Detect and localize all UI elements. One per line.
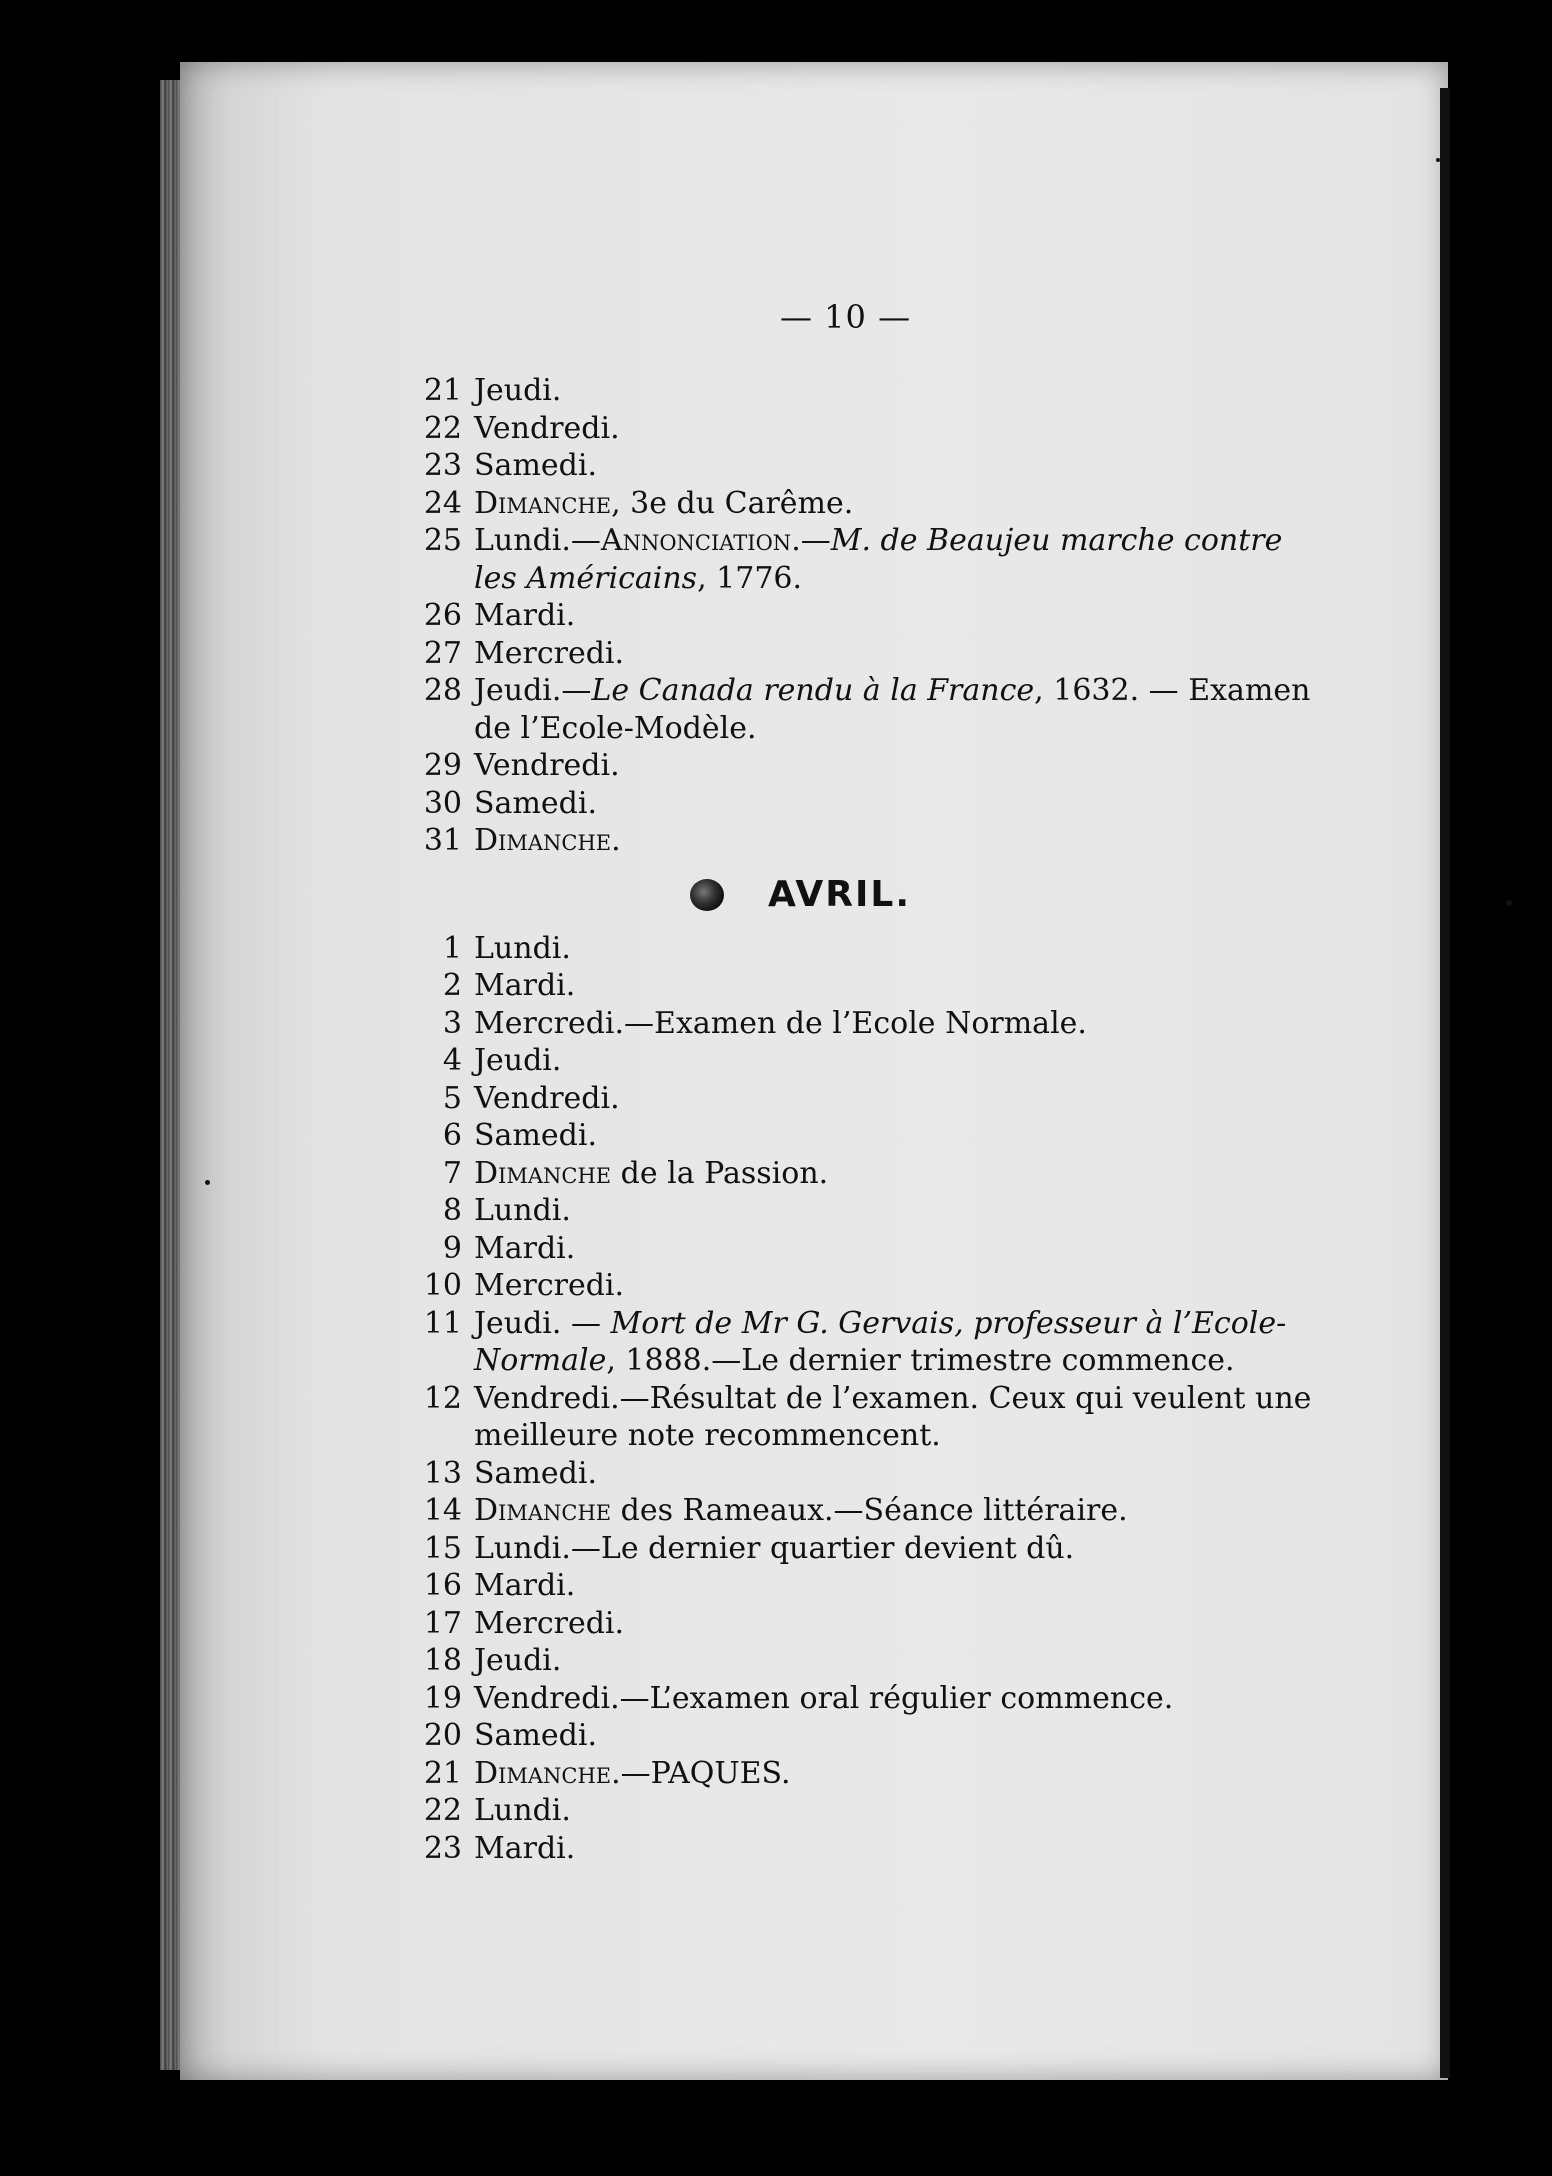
day-text xyxy=(474,635,1320,673)
day-number: 7 xyxy=(442,1155,462,1191)
day-number: 29 xyxy=(423,748,462,783)
entry-text-run: Mardi. xyxy=(474,1568,576,1603)
day-number: 24 xyxy=(423,485,462,521)
entry-text-run: Vendredi.—L’examen oral régulier commence. xyxy=(474,1680,1174,1716)
calendar-entry xyxy=(400,1717,1320,1755)
day-text xyxy=(474,1042,1320,1080)
entry-text-run: Jeudi. xyxy=(474,373,562,408)
entry-text-run: Lundi.—Le dernier quartier devient dû. xyxy=(474,1530,1075,1566)
calendar-entry xyxy=(400,1530,1320,1568)
calendar-entry xyxy=(400,1455,1320,1493)
day-number: 31 xyxy=(423,823,462,858)
entry-text-run: Samedi. xyxy=(474,785,597,821)
day-text xyxy=(474,1755,1320,1793)
day-text xyxy=(474,1005,1320,1043)
entry-text-run: Vendredi. xyxy=(474,748,620,783)
calendar-entry xyxy=(400,1492,1320,1530)
entry-text-run: Dimanche xyxy=(474,485,612,521)
calendar-entry xyxy=(400,1567,1320,1605)
day-text xyxy=(474,1567,1320,1605)
entry-text-run: Mardi. xyxy=(474,1230,576,1266)
day-text xyxy=(474,597,1320,635)
entry-text-run: Vendredi. xyxy=(474,1080,620,1116)
entry-text-run: Samedi. xyxy=(474,1118,597,1153)
entry-text-run: Lundi. xyxy=(474,1793,571,1828)
day-text xyxy=(474,1792,1320,1830)
day-text xyxy=(474,822,1320,860)
day-text xyxy=(474,1155,1320,1193)
entry-text-run: , 1632. — Examen de l’Ecole-Modèle. xyxy=(474,673,1311,746)
entry-text-run: , 1888.—Le dernier trimestre commence. xyxy=(606,1343,1235,1378)
entry-text-run: Mort de Mr G. Gervais, professeur à l’Ecole-Normale xyxy=(474,1305,1287,1378)
calendar-entry xyxy=(400,597,1320,635)
day-text xyxy=(474,1192,1320,1230)
calendar-entry xyxy=(400,822,1320,860)
day-text xyxy=(474,672,1320,747)
day-text xyxy=(474,1830,1320,1868)
day-number: 12 xyxy=(423,1380,462,1416)
entry-text-run: Mardi. xyxy=(474,968,576,1003)
day-text xyxy=(474,1380,1320,1455)
day-number: 9 xyxy=(442,1230,462,1266)
day-number: 22 xyxy=(423,410,462,446)
day-number: 17 xyxy=(423,1605,462,1641)
day-text xyxy=(474,485,1320,523)
day-text xyxy=(474,1267,1320,1305)
entry-text-run: de la Passion. xyxy=(611,1155,829,1191)
calendar-entry xyxy=(400,635,1320,673)
entry-text-run: Vendredi. xyxy=(474,410,620,446)
calendar-entry xyxy=(400,372,1320,410)
entry-text-run: Le Canada rendu à la France xyxy=(591,673,1035,708)
day-text xyxy=(474,747,1320,785)
day-number: 26 xyxy=(423,598,462,633)
day-text xyxy=(474,1455,1320,1493)
day-number: 16 xyxy=(423,1568,462,1603)
entry-text-run: Annonciation xyxy=(600,523,792,558)
entry-text-run: Mercredi. xyxy=(474,635,625,671)
day-text xyxy=(474,410,1320,448)
ornament-icon xyxy=(690,879,724,911)
calendar-entry xyxy=(400,1005,1320,1043)
entry-text-run: Vendredi.—Résultat de l’examen. Ceux qui veulent une meilleure note recommencent. xyxy=(474,1380,1312,1453)
entry-text-run: Jeudi.— xyxy=(474,673,592,708)
day-number: 22 xyxy=(423,1793,462,1828)
calendar-entry xyxy=(400,672,1320,747)
day-text xyxy=(474,522,1320,597)
day-text xyxy=(474,1492,1320,1530)
calendar-entry xyxy=(400,1192,1320,1230)
entry-text-run: Dimanche xyxy=(474,1155,612,1191)
calendar-entry xyxy=(400,1155,1320,1193)
day-number: 4 xyxy=(442,1043,462,1078)
calendar-entry xyxy=(400,1792,1320,1830)
march-list xyxy=(400,372,1320,860)
entry-text-run: .—PAQUES. xyxy=(611,1755,791,1791)
day-text xyxy=(474,1530,1320,1568)
day-text xyxy=(474,785,1320,823)
day-text xyxy=(474,1117,1320,1155)
calendar-entry xyxy=(400,522,1320,597)
day-number: 25 xyxy=(423,523,462,558)
page-number: — 10 — xyxy=(780,298,912,336)
day-text xyxy=(474,1305,1320,1380)
day-number: 11 xyxy=(423,1305,462,1341)
calendar-entry xyxy=(400,1830,1320,1868)
calendar-entry xyxy=(400,1117,1320,1155)
calendar-entry xyxy=(400,785,1320,823)
april-list xyxy=(400,930,1320,1868)
entry-text-run: Lundi. xyxy=(474,930,571,966)
day-text xyxy=(474,447,1320,485)
day-number: 8 xyxy=(442,1193,462,1228)
scan-speck xyxy=(1436,158,1440,162)
entry-text-run: Jeudi. xyxy=(474,1043,562,1078)
day-number: 10 xyxy=(423,1268,462,1303)
day-text xyxy=(474,1642,1320,1680)
day-number: 14 xyxy=(423,1493,462,1528)
day-number: 3 xyxy=(442,1005,462,1041)
day-number: 20 xyxy=(423,1718,462,1753)
day-number: 30 xyxy=(423,785,462,821)
entry-text-run: M. de Beaujeu marche contre les Américains xyxy=(474,523,1283,596)
day-number: 27 xyxy=(423,635,462,671)
calendar-entry xyxy=(400,1380,1320,1455)
day-number: 21 xyxy=(423,373,462,408)
entry-text-run: Dimanche xyxy=(474,823,612,858)
day-number: 19 xyxy=(423,1680,462,1716)
entry-text-run: Mardi. xyxy=(474,1830,576,1866)
calendar-entry xyxy=(400,447,1320,485)
scan-speck xyxy=(205,1180,210,1185)
entry-text-run: , 3e du Carême. xyxy=(611,485,854,521)
day-number: 6 xyxy=(442,1118,462,1153)
entry-text-run: .— xyxy=(791,523,831,558)
day-text xyxy=(474,372,1320,410)
day-text xyxy=(474,1080,1320,1118)
calendar-entry xyxy=(400,410,1320,448)
entry-text-run: Dimanche xyxy=(474,1755,612,1791)
entry-text-run: Mercredi.—Examen de l’Ecole Normale. xyxy=(474,1005,1087,1041)
day-text xyxy=(474,1605,1320,1643)
day-number: 15 xyxy=(423,1530,462,1566)
entry-text-run: Samedi. xyxy=(474,448,597,483)
calendar-entry xyxy=(400,1267,1320,1305)
day-text xyxy=(474,1717,1320,1755)
calendar-entry xyxy=(400,1605,1320,1643)
day-number: 5 xyxy=(442,1080,462,1116)
month-label: AVRIL. xyxy=(768,874,912,915)
calendar-entry xyxy=(400,1642,1320,1680)
day-number: 23 xyxy=(423,448,462,483)
entry-text-run: Lundi.— xyxy=(474,523,601,558)
day-number: 21 xyxy=(423,1755,462,1791)
entry-text-run: Mercredi. xyxy=(474,1605,625,1641)
day-number: 18 xyxy=(423,1643,462,1678)
calendar-entry xyxy=(400,747,1320,785)
day-number: 1 xyxy=(442,930,462,966)
entry-text-run: Dimanche xyxy=(474,1493,612,1528)
entry-text-run: Samedi. xyxy=(474,1455,597,1491)
calendar-entry xyxy=(400,1755,1320,1793)
month-heading xyxy=(690,864,1320,926)
calendar-entry xyxy=(400,1230,1320,1268)
day-number: 28 xyxy=(423,673,462,708)
entry-text-run: . xyxy=(611,823,621,858)
entry-text-run: Mercredi. xyxy=(474,1268,625,1303)
day-text xyxy=(474,1680,1320,1718)
entry-text-run: Samedi. xyxy=(474,1718,597,1753)
entry-text-run: Jeudi. xyxy=(474,1643,562,1678)
entry-text-run: Lundi. xyxy=(474,1193,571,1228)
calendar-entry xyxy=(400,1042,1320,1080)
entry-text-run: des Rameaux.—Séance littéraire. xyxy=(611,1493,1128,1528)
calendar-entry xyxy=(400,485,1320,523)
entry-text-run: , 1776. xyxy=(697,560,803,596)
calendar-entry xyxy=(400,1680,1320,1718)
scan-speck xyxy=(1506,900,1512,906)
calendar-entry xyxy=(400,967,1320,1005)
calendar-entry xyxy=(400,930,1320,968)
day-number: 13 xyxy=(423,1455,462,1491)
entry-text-run: Mardi. xyxy=(474,598,576,633)
day-text xyxy=(474,1230,1320,1268)
calendar-entry xyxy=(400,1305,1320,1380)
calendar-entry xyxy=(400,1080,1320,1118)
day-text xyxy=(474,967,1320,1005)
calendar-entries xyxy=(400,372,1320,1867)
day-number: 23 xyxy=(423,1830,462,1866)
day-text xyxy=(474,930,1320,968)
day-number: 2 xyxy=(442,968,462,1003)
entry-text-run: Jeudi. — xyxy=(474,1305,611,1341)
